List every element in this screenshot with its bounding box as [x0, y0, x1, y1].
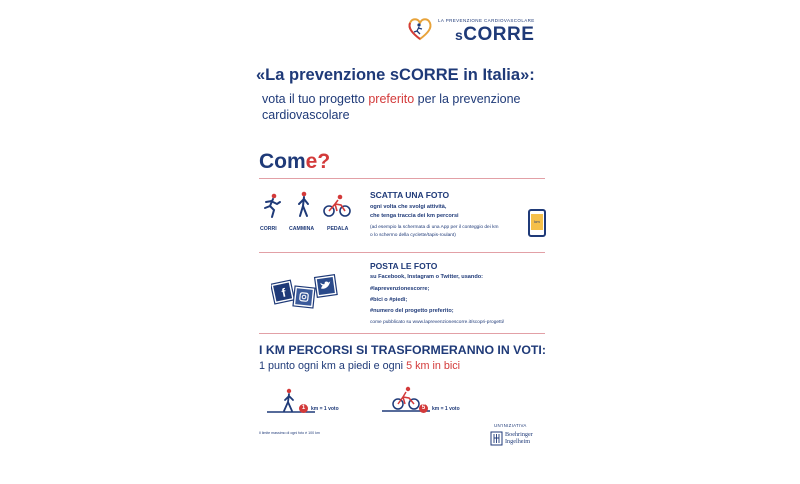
bike-km-text: km = 1 voto	[432, 406, 460, 412]
step2-line1: su Facebook, Instagram o Twitter, usando:	[370, 274, 484, 280]
heart-runner-logo-icon	[407, 17, 433, 41]
subtitle: vota il tuo progetto preferito per la prevenzione cardiovascolare	[262, 92, 521, 122]
limit-note: Il limite massimo di ogni foto è 100 km	[259, 431, 320, 435]
svg-text:f: f	[280, 285, 288, 301]
logo-brand: sCORRE	[455, 24, 535, 45]
step1-note2: o lo schermo della cyclette/tapis-roulant)	[370, 233, 456, 238]
walk-km-text: km = 1 voto	[311, 406, 339, 412]
step2-line2: #laprevenzionescorre;	[370, 286, 430, 292]
divider	[259, 333, 545, 334]
poster	[249, 0, 555, 484]
step2-note: come pubblicato su www.laprevenzionescorre.it/scopri-progetti/	[370, 320, 505, 325]
km-headline: I KM PERCORSI SI TRASFORMERANNO IN VOTI:	[259, 343, 546, 357]
activity-label-pedala: PEDALA	[327, 226, 349, 232]
step2-title: POSTA LE FOTO	[370, 261, 438, 271]
step2-line3: #bici o #piedi;	[370, 297, 408, 303]
social-media-icons	[271, 272, 341, 312]
company-name: Boehringer Ingelheim	[505, 431, 533, 445]
come-heading: Come?	[259, 150, 331, 173]
page-title: «La prevenzione sCORRE in Italia»:	[256, 66, 535, 84]
initiative-label: UN'INIZIATIVA	[494, 423, 527, 428]
boehringer-logo-icon	[490, 431, 503, 446]
step1-title: SCATTA UNA FOTO	[370, 190, 450, 200]
bike-km-badge: 5	[419, 404, 428, 413]
divider	[259, 178, 545, 179]
activity-label-cammina: CAMMINA	[289, 226, 315, 232]
walk-km-badge: 1	[299, 404, 308, 413]
smartphone-icon: km	[528, 209, 546, 237]
km-subline: 1 punto ogni km a piedi e ogni 5 km in bici	[259, 360, 461, 372]
activity-label-corri: CORRI	[260, 226, 277, 232]
walking-icon	[295, 191, 313, 219]
divider	[259, 252, 545, 253]
logo-tagline: LA PREVENZIONE CARDIOVASCOLARE	[438, 18, 535, 23]
running-icon	[261, 193, 283, 219]
walking-track-icon	[267, 387, 315, 415]
step1-line2: che tenga traccia dei km percorsi	[370, 213, 459, 219]
cycling-icon	[323, 194, 351, 218]
step1-note1: (ad esempio la schermata di una App per il conteggio dei km	[370, 225, 499, 230]
step2-line4: #numero del progetto preferito;	[370, 308, 454, 314]
step1-line1: ogni volta che svolgi attività,	[370, 204, 447, 210]
